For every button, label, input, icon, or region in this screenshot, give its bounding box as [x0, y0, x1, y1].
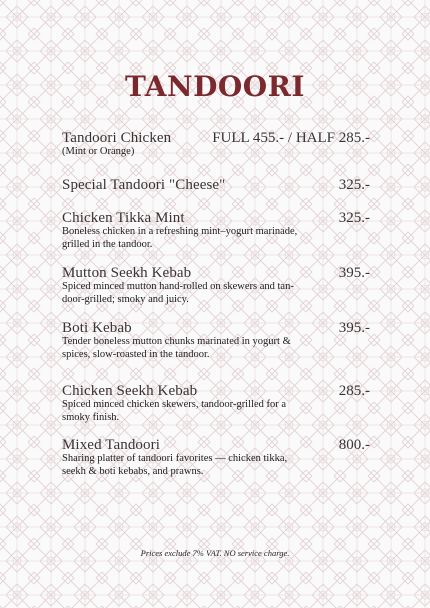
- section-title: TANDOORI: [124, 70, 306, 103]
- item-name: Boti Kebab: [62, 320, 132, 336]
- item-name: Special Tandoori "Cheese": [62, 177, 226, 193]
- menu-item-chicken-tikka-mint: [62, 210, 370, 251]
- item-price: 395.-: [338, 265, 370, 281]
- item-description: Boneless chicken in a refreshing mint–yogurt marinade, grilled in the tandoor.: [62, 226, 298, 250]
- item-description: Sharing platter of tandoori favorites — chicken tikka, seekh & boti kebabs, and prawns.: [62, 453, 288, 477]
- item-description: Spiced minced mutton hand-rolled on skewers and tan-door-grilled; smoky and juicy.: [62, 281, 294, 305]
- item-price: 395.-: [338, 320, 370, 336]
- item-price: 800.-: [338, 437, 370, 453]
- menu-item-mutton-seekh-kebab: [62, 265, 370, 306]
- menu-item-chicken-seekh-kebab: [62, 383, 370, 424]
- menu-item-mixed-tandoori: [62, 437, 370, 478]
- item-name: Mutton Seekh Kebab: [62, 265, 192, 281]
- item-description: Spiced minced chicken skewers, tandoor-grilled for a smoky finish.: [62, 399, 287, 423]
- item-name: Mixed Tandoori: [62, 437, 160, 453]
- item-description: Tender boneless mutton chunks marinated in yogurt & spices, slow-roasted in the tandoor.: [62, 336, 291, 360]
- item-price: 325.-: [338, 177, 370, 193]
- item-name: Chicken Seekh Kebab: [62, 383, 198, 399]
- item-price: FULL 455.- / HALF 285.-: [212, 130, 370, 146]
- item-description: (Mint or Orange): [62, 146, 135, 157]
- menu-item-tandoori-chicken: [62, 130, 370, 159]
- item-name: Tandoori Chicken: [62, 130, 172, 146]
- menu-item-boti-kebab: [62, 320, 370, 361]
- item-price: 285.-: [338, 383, 370, 399]
- menu-item-special-tandoori-cheese: [62, 177, 370, 193]
- price-footnote: Prices exclude 7% VAT. NO service charge.: [140, 548, 290, 558]
- item-name: Chicken Tikka Mint: [62, 210, 185, 226]
- item-price: 325.-: [338, 210, 370, 226]
